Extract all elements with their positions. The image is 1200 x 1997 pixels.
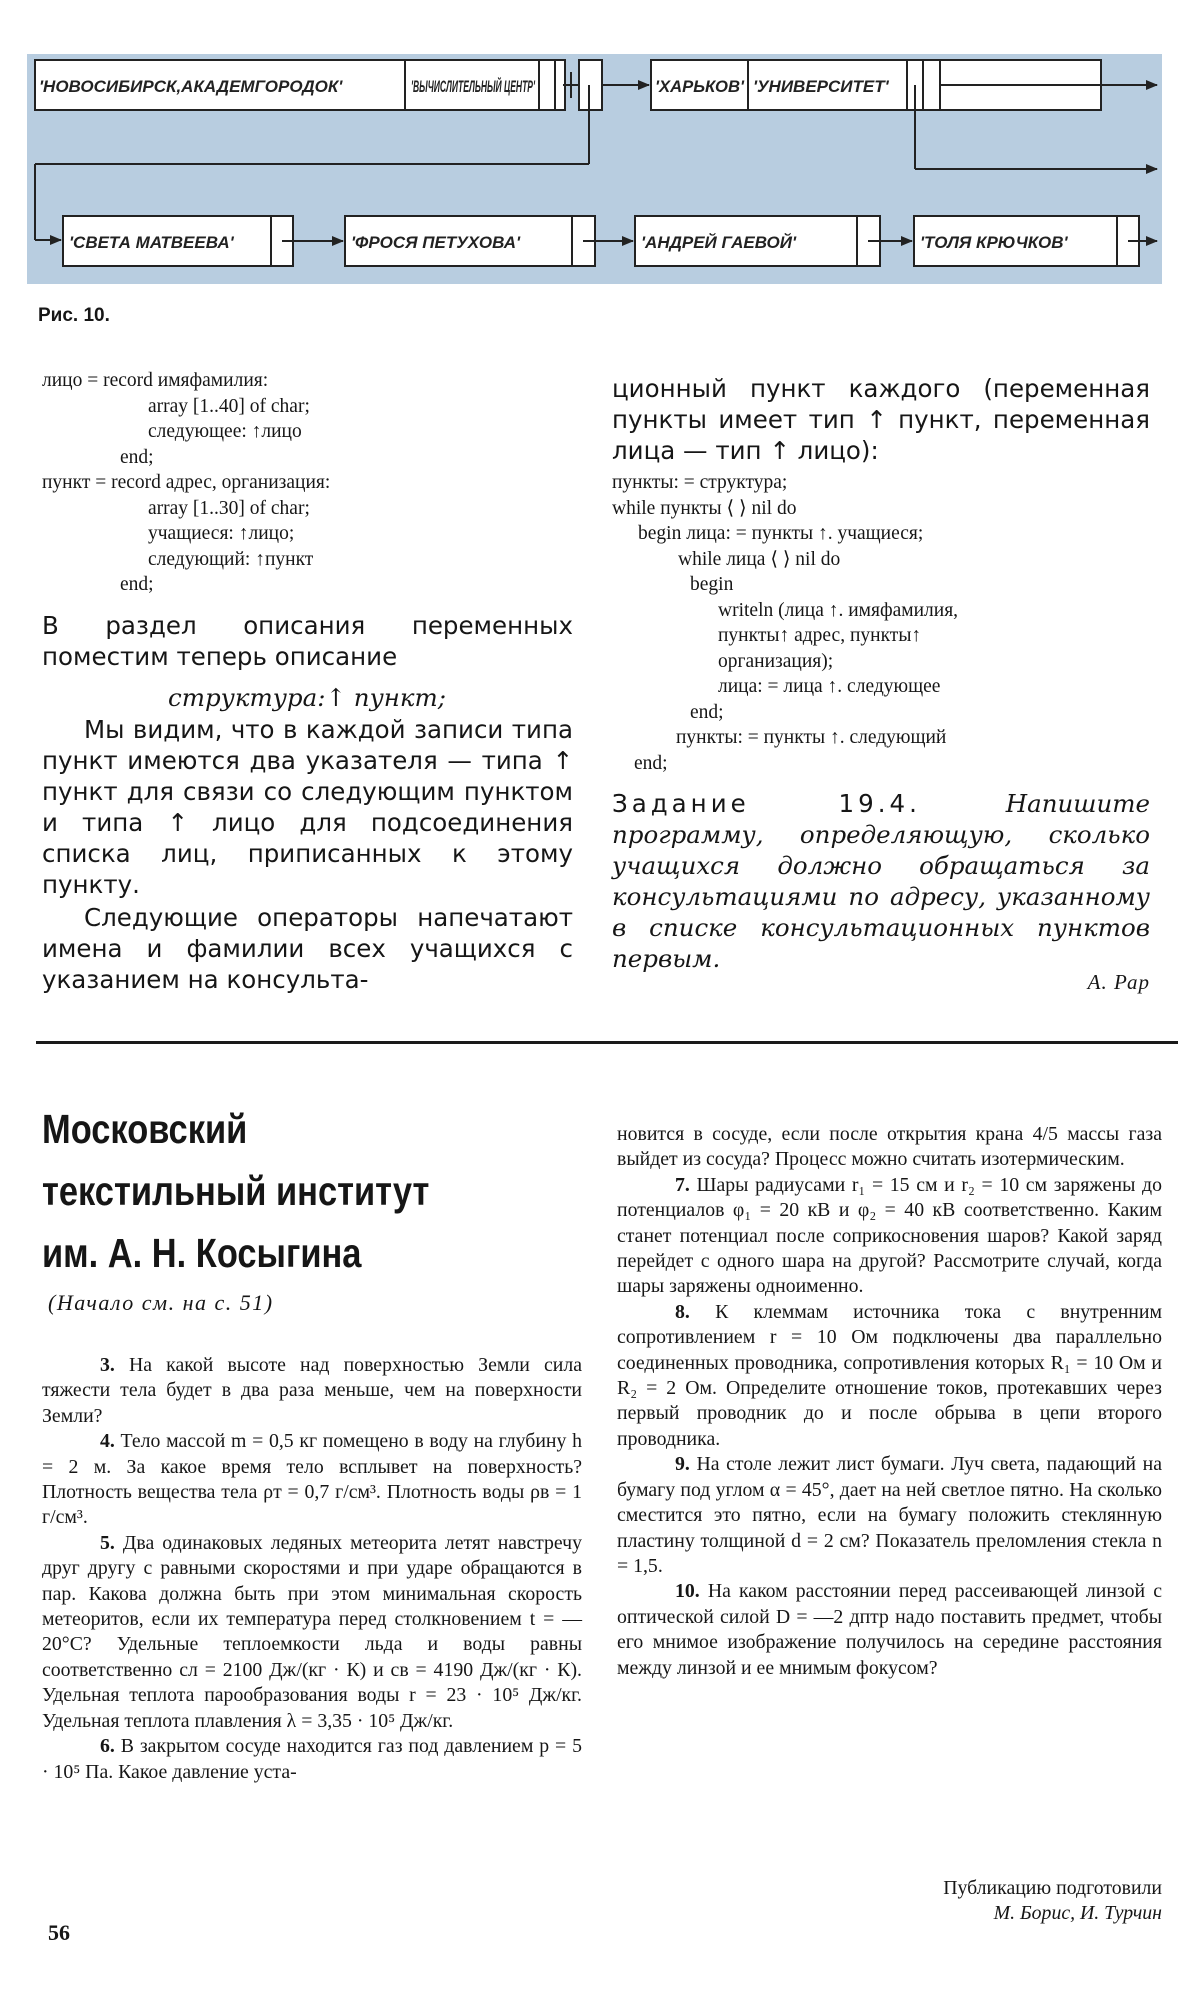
problem-text: К клеммам источника тока с внутренним сопротивлением r = 10 Ом подключены два параллельно соединенных проводника, сопротивления которых R₁ = 10 Ом и R₂ = 2 Ом. Определите отношение токов, протекавших через первый проводник до и после обрыва в цепи второго проводника. bbox=[617, 1300, 1162, 1450]
code-line: пункты: = пункты ↑. следующий bbox=[676, 727, 947, 748]
code-line: пункты↑ адрес, пункты↑ bbox=[718, 625, 922, 646]
code-line: writeln (лица ↑. имяфамилия, bbox=[718, 599, 959, 621]
problem bbox=[42, 1734, 582, 1785]
code-line: лица: = лица ↑. следующее bbox=[718, 676, 941, 697]
article-subtitle: (Начало см. на с. 51) bbox=[48, 1290, 274, 1315]
problem-text: Два одинаковых ледяных метеорита летят навстречу друг другу с равными скоростями и при ударе обращаются в пар. Какова должна быть при этом минимальная скорость метеоритов, если их температура перед столкновением t = —20°С? Удельные теплоемкости льда и воды равны соответственно cл = 2100 Дж/(кг · К) и cв = 4190 Дж/(кг · К). Удельная теплота парообразования воды r = 23 · 10⁵ Дж/кг. Удельная теплота плавления λ = 3,35 · 10⁵ Дж/кг. bbox=[42, 1531, 583, 1732]
node-novosibirsk-addr: 'НОВОСИБИРСК,АКАДЕМГОРОДОК' bbox=[39, 77, 343, 96]
code-line: организация); bbox=[718, 650, 834, 672]
code-line: begin лица: = пункты ↑. учащиеся; bbox=[638, 523, 924, 544]
code-line: array [1..40] of char; bbox=[148, 395, 310, 417]
code-line: лицо = record имяфамилия: bbox=[42, 370, 269, 391]
title-line: им. А. Н. Косыгина bbox=[42, 1230, 362, 1276]
variable-declaration bbox=[168, 682, 568, 713]
paragraph: ционный пункт каждого (переменная пункты имеет тип ↑ пункт, переменная лица — тип ↑ лицо): bbox=[612, 374, 1150, 465]
problem-number: 10. bbox=[675, 1580, 700, 1603]
problem bbox=[617, 1452, 1162, 1579]
problem-text: Шары радиусами r₁ = 15 см и r₂ = 10 см заряжены до потенциалов φ₁ = 20 кВ и φ₂ = 40 кВ соответственно. Каким станет потенциал после соприкосновения шаров? Какой заряд перейдет с одного шара на другой? Рассмотрите случай, когда шары заряжены одноименно. bbox=[617, 1173, 1162, 1298]
node-andrey bbox=[635, 216, 880, 266]
code-line: begin bbox=[690, 574, 734, 595]
problem bbox=[42, 1353, 582, 1429]
problem-text: На каком расстоянии перед рассеивающей линзой с оптической силой D = —2 дптр надо поставить предмет, чтобы его мнимое изображение получилось на середине расстояния между линзой и ее мнимым фокусом? bbox=[617, 1580, 1162, 1679]
node-tolya-name: 'ТОЛЯ КРЮЧКОВ' bbox=[920, 233, 1068, 252]
problem-number: 9. bbox=[675, 1453, 690, 1476]
problem bbox=[617, 1300, 1162, 1452]
problem-text: На столе лежит лист бумаги. Луч света, падающий на бумагу под углом α = 45°, дает на ней светлое пятно. На сколько сместится это пятно, если на бумагу положить стеклянную пластину толщиной d = 2 см? Показатель преломления стекла n = 1,5. bbox=[617, 1453, 1162, 1577]
linked-list-diagram bbox=[27, 54, 1162, 284]
code-line: end; bbox=[690, 701, 724, 723]
code-line: end; bbox=[634, 752, 668, 774]
code-line: следующее: ↑лицо bbox=[148, 421, 302, 442]
figure-caption: Рис. 10. bbox=[38, 305, 110, 326]
problem-text: новится в сосуде, если после открытия крана 4/5 массы газа выйдет из сосуда? Процесс можно считать изотермическим. bbox=[617, 1123, 1162, 1171]
problem-number: 8. bbox=[675, 1300, 690, 1323]
code-line: следующий: ↑пункт bbox=[148, 548, 314, 570]
task-text: Напишите программу, определяющую, сколько учащихся должно обращаться за консультациями по адресу, указанному в списке консультационных пунктов первым. bbox=[612, 789, 1150, 973]
node-novosibirsk-org: 'ВЫЧИСЛИТЕЛЬНЫЙ ЦЕНТР' bbox=[411, 77, 659, 96]
credits bbox=[617, 1876, 1162, 1926]
paragraph: Следующие операторы напечатают имена и фамилии всех учащихся с указанием на консульта- bbox=[42, 903, 573, 994]
code-line: array [1..30] of char; bbox=[148, 497, 310, 519]
node-kharkov-org: 'УНИВЕРСИТЕТ' bbox=[753, 77, 889, 96]
code-line: end; bbox=[120, 574, 154, 595]
code-line: учащиеся: ↑лицо; bbox=[148, 523, 295, 544]
node-frosya bbox=[345, 216, 595, 266]
declaration-text: структура:↑ пункт; bbox=[168, 683, 447, 712]
problems-left-column bbox=[42, 1353, 582, 1785]
title-line: Московский bbox=[42, 1106, 248, 1152]
problem bbox=[42, 1531, 582, 1734]
arrow bbox=[563, 60, 649, 110]
linked-list-figure bbox=[27, 54, 1162, 284]
problem-number: 6. bbox=[100, 1735, 115, 1758]
code-line: while лица ⟨ ⟩ nil do bbox=[678, 548, 841, 570]
page-number: 56 bbox=[48, 1920, 70, 1945]
node-tolya bbox=[914, 216, 1139, 266]
problem bbox=[42, 1429, 582, 1531]
paragraph: Мы видим, что в каждой записи типа пункт имеются два указателя — типа ↑ пункт для связи со следующим пунктом и типа ↑ лицо для подсоединения списка лиц, приписанных к этому пункту. bbox=[42, 715, 573, 899]
problem bbox=[617, 1173, 1162, 1300]
problem bbox=[617, 1579, 1162, 1681]
credits-label: Публикацию подготовили bbox=[943, 1877, 1162, 1899]
code-line: end; bbox=[120, 446, 154, 468]
problem-number: 4. bbox=[100, 1430, 115, 1453]
node-novosibirsk bbox=[35, 60, 659, 110]
problems-right-column bbox=[617, 1122, 1162, 1681]
task-author: А. Рар bbox=[1087, 970, 1150, 994]
node-sveta-name: 'СВЕТА МАТВЕЕВА' bbox=[69, 233, 234, 252]
node-frosya-name: 'ФРОСЯ ПЕТУХОВА' bbox=[351, 233, 521, 252]
node-andrey-name: 'АНДРЕЙ ГАЕВОЙ' bbox=[641, 233, 797, 252]
problem-text: На какой высоте над поверхностью Земли сила тяжести тела будет в два раза меньше, чем на поверхности Земли? bbox=[42, 1354, 582, 1427]
code-line: while пункты ⟨ ⟩ nil do bbox=[612, 497, 797, 519]
article-title bbox=[42, 1098, 496, 1284]
problem-number: 3. bbox=[100, 1354, 115, 1376]
problem-text: Тело массой m = 0,5 кг помещено в воду на глубину h = 2 м. За какое время тело всплывет на поверхность? Плотность вещества тела ρт = 0,7 г/см³. Плотность воды ρв = 1 г/см³. bbox=[42, 1430, 582, 1529]
type-declarations bbox=[42, 368, 602, 598]
code-line: пункты: = структура; bbox=[612, 472, 788, 493]
task-label: Задание 19.4. bbox=[612, 789, 921, 818]
problem-continuation bbox=[617, 1122, 1162, 1173]
node-kharkov-addr: 'ХАРЬКОВ' bbox=[655, 77, 745, 96]
title-line: текстильный институт bbox=[42, 1168, 430, 1214]
node-sveta bbox=[63, 216, 293, 266]
code-line: пункт = record адрес, организация: bbox=[42, 472, 331, 493]
credits-names: М. Борис, И. Турчин bbox=[993, 1902, 1162, 1924]
program-listing bbox=[612, 470, 1172, 776]
problem-number: 7. bbox=[675, 1173, 690, 1196]
task-block bbox=[612, 788, 1150, 974]
section-divider bbox=[36, 1041, 1178, 1044]
problem-text: В закрытом сосуде находится газ под давлением p = 5 · 10⁵ Па. Какое давление уста- bbox=[42, 1735, 582, 1783]
paragraph: В раздел описания переменных поместим теперь описание bbox=[42, 611, 573, 671]
problem-number: 5. bbox=[100, 1531, 115, 1554]
